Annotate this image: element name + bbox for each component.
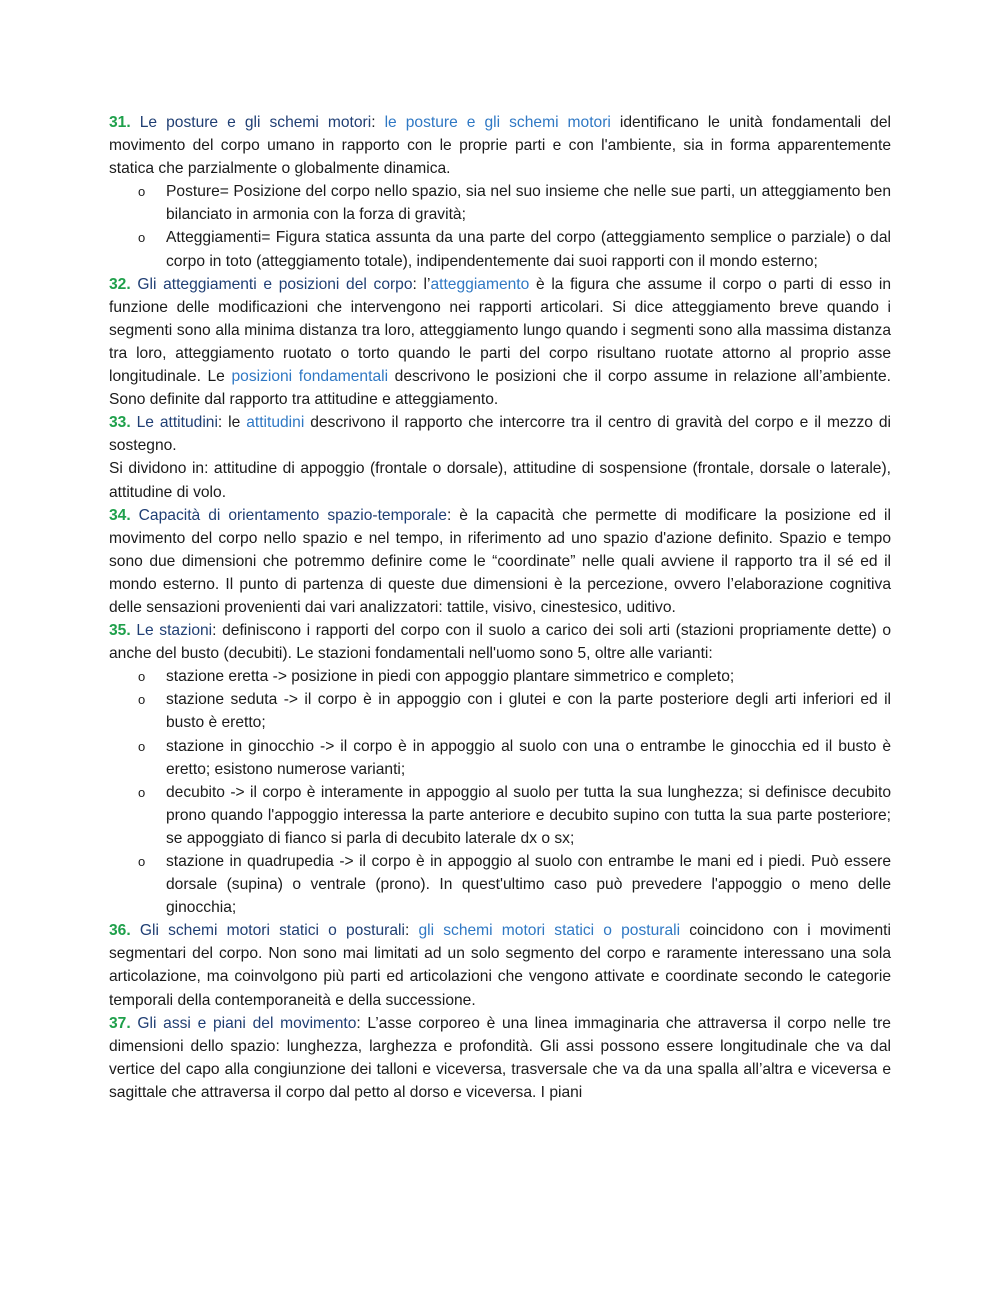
highlight-term: attitudini	[246, 414, 305, 432]
bullet-icon: o	[138, 669, 146, 685]
list-item-text: Atteggiamenti= Figura statica assunta da una parte del corpo (atteggiamento semplice o parziale) o dal corpo in toto (atteggiamento totale), indipendentemente dai suoi rapporti con il mondo esterno;	[166, 229, 891, 270]
section-title: Le attitudini	[136, 414, 218, 432]
highlight-term: le posture e gli schemi motori	[384, 114, 611, 131]
section-number: 37.	[109, 1014, 131, 1032]
body-text: : è la capacità che permette di modificare la posizione ed il movimento del corpo nello spazio e nel tempo, in riferimento ad uno spazio d'azione definito. Spazio e tempo sono due dimensioni che potremmo definire come le “coordinate” nelle quali avviene il rapporto tra il sé ed il mondo esterno. Il punto di partenza di queste due dimensioni è la percezione, ovvero l’elaborazione cognitiva delle sensazioni provenienti dai vari analizzatori: tattile, visivo, cinestesico, uditivo.	[109, 506, 891, 616]
section-title: Gli schemi motori statici o posturali	[139, 922, 405, 940]
list-item-text: stazione in quadrupedia -> il corpo è in appoggio al suolo con entrambe le mani ed i piedi. Può essere dorsale (supina) o ventrale (prono). In quest'ultimo caso può prevedere l'appoggio o meno delle ginocchia;	[166, 853, 891, 917]
section-title: Capacità di orientamento spazio-temporale	[138, 506, 447, 524]
list-item-text: stazione in ginocchio -> il corpo è in appoggio al suolo con una o entrambe le ginocchia ed il busto è eretto; esistono numerose varianti;	[166, 737, 891, 778]
body-text: identificano le unità fondamentali del movimento del corpo umano in rapporto con le proprie parti e con l'ambiente, sia in forma apparentemente statica che parzialmente o globalmente dinamica.	[109, 114, 891, 178]
section-31	[109, 111, 891, 180]
body-text: : L’asse corporeo è una linea immaginaria che attraversa il corpo nelle tre dimensioni dello spazio: lunghezza, larghezza e profondità. Gli assi possono essere longitudinale che va dal vertice del capo alla congiunzione dei talloni e viceversa, trasversale che va da una spalla all’altra e viceversa e sagittale che attraversa il corpo dal petto al dorso e viceversa. I piani	[109, 1014, 891, 1101]
section-title: Gli assi e piani del movimento	[137, 1014, 357, 1032]
separator: :	[371, 114, 385, 131]
list-item	[109, 688, 891, 734]
section-35	[109, 619, 891, 665]
section-34	[109, 504, 891, 619]
list-item	[109, 735, 891, 781]
bullet-icon: o	[138, 784, 146, 800]
section-33-continuation: Si dividono in: attitudine di appoggio (frontale o dorsale), attitudine di sospensione (frontale, dorsale o laterale), attitudine di volo.	[109, 460, 891, 501]
section-35-list	[109, 665, 891, 919]
section-number: 34.	[109, 506, 131, 524]
list-item	[109, 180, 891, 226]
section-number: 32.	[109, 275, 131, 293]
separator: : l’	[412, 275, 431, 293]
body-text: : definiscono i rapporti del corpo con il suolo a carico dei soli arti (stazioni propriamente dette) o anche del busto (decubiti). Le stazioni fondamentali nell'uomo sono 5, oltre alle varianti:	[109, 622, 891, 663]
list-item	[109, 850, 891, 919]
list-item-text: Posture= Posizione del corpo nello spazio, sia nel suo insieme che nelle sue parti, un atteggiamento ben bilanciato in armonia con la forza di gravità;	[166, 183, 891, 224]
list-item	[109, 781, 891, 850]
section-32	[109, 273, 891, 412]
body-text: descrivono le posizioni che il corpo assume in relazione all’ambiente. Sono definite dal rapporto tra attitudine e atteggiamento.	[109, 368, 891, 409]
document-page	[109, 111, 891, 1104]
bullet-icon: o	[138, 230, 146, 246]
separator: : le	[217, 414, 247, 432]
section-number: 31.	[109, 114, 131, 131]
section-title: Gli atteggiamenti e posizioni del corpo	[137, 275, 413, 293]
section-title: Le stazioni	[136, 622, 213, 640]
section-title: Le posture e gli schemi motori	[139, 114, 372, 131]
section-number: 35.	[109, 622, 131, 640]
list-item	[109, 226, 891, 272]
section-33	[109, 411, 891, 457]
bullet-icon: o	[138, 854, 146, 869]
list-item-text: stazione eretta -> posizione in piedi con appoggio plantare simmetrico e completo;	[166, 668, 735, 686]
highlight-term: atteggiamento	[430, 275, 530, 293]
highlight-term: gli schemi motori statici o posturali	[418, 922, 681, 940]
bullet-icon: o	[138, 692, 146, 708]
bullet-icon: o	[138, 738, 146, 754]
section-number: 36.	[109, 922, 131, 940]
list-item-text: decubito -> il corpo è interamente in appoggio al suolo per tutta la sua lunghezza; si definisce decubito prono quando l'appoggio interessa la parte anteriore e decubito supino con tutta la sua parte posteriore; se appoggiato di fianco si parla di decubito laterale dx o sx;	[166, 783, 891, 847]
section-37	[109, 1012, 891, 1104]
body-text: descrivono il rapporto che intercorre tra il centro di gravità del corpo e il mezzo di sostegno.	[109, 414, 891, 455]
highlight-term: posizioni fondamentali	[231, 368, 389, 386]
list-item	[109, 665, 891, 688]
separator: :	[404, 922, 419, 940]
section-36	[109, 919, 891, 1011]
body-text: è la figura che assume il corpo o parti di esso in funzione delle modificazioni che intervengono nei rapporti articolari. Si dice atteggiamento breve quando i segmenti sono alla minima distanza tra loro, atteggiamento lungo quando i segmenti sono alla massima distanza tra loro, atteggiamento ruotato o torto quando le parti del corpo risultano ruotate attorno al proprio asse longitudinale. Le	[109, 275, 891, 386]
section-31-list	[109, 180, 891, 272]
body-text: coincidono con i movimenti segmentari del corpo. Non sono mai limitati ad un solo segmento del corpo e raramente interessano una sola articolazione, ma coinvolgono più parti ed articolazioni che vengono attivate e coordinate secondo le categorie temporali della contemporaneità e della successione.	[109, 922, 891, 1009]
bullet-icon: o	[138, 184, 146, 200]
list-item-text: stazione seduta -> il corpo è in appoggio con i glutei e con la parte posteriore degli arti inferiori ed il busto è eretto;	[166, 691, 891, 732]
section-number: 33.	[109, 414, 131, 432]
